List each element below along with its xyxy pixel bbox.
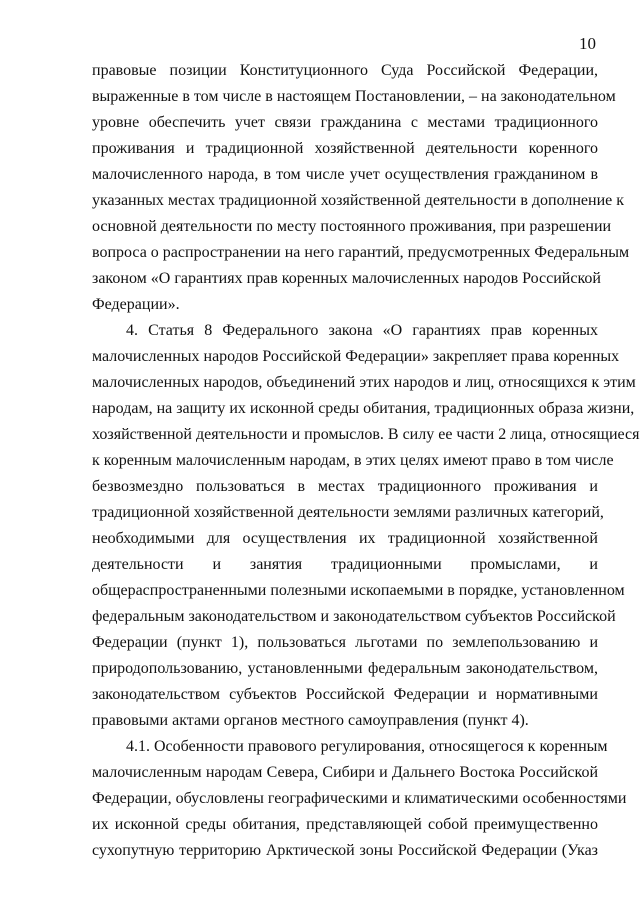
text-line: необходимыми для осуществления их традиционной хозяйственной bbox=[92, 530, 598, 547]
text-line: законом «О гарантиях прав коренных малочисленных народов Российской bbox=[92, 270, 601, 287]
text-line: деятельности и занятия традиционными промыслами, и bbox=[92, 556, 598, 573]
page-number: 10 bbox=[579, 34, 596, 53]
text-line: к коренным малочисленным народам, в этих целях имеют право в том числе bbox=[92, 452, 614, 469]
text-line: законодательством субъектов Российской Федерации и нормативными bbox=[92, 686, 598, 703]
text-line: хозяйственной деятельности и промыслов. В силу ее части 2 лица, относящиеся bbox=[92, 426, 640, 443]
text-line: федеральным законодательством и законодательством субъектов Российской bbox=[92, 608, 616, 625]
text-line: вопроса о распространении на него гарантий, предусмотренных Федеральным bbox=[92, 244, 630, 261]
text-line: природопользованию, установленными федеральным законодательством, bbox=[92, 660, 598, 677]
text-line: малочисленного народа, в том числе учет осуществления гражданином в bbox=[92, 166, 598, 183]
body-text bbox=[92, 58, 640, 864]
text-line: малочисленных народов, объединений этих народов и лиц, относящихся к этим bbox=[92, 374, 636, 391]
text-line: проживания и традиционной хозяйственной деятельности коренного bbox=[92, 140, 598, 157]
text-line: 4. Статья 8 Федерального закона «О гарантиях прав коренных bbox=[126, 322, 598, 339]
text-line: выраженные в том числе в настоящем Постановлении, – на законодательном bbox=[92, 88, 616, 105]
text-line: безвозмездно пользоваться в местах традиционного проживания и bbox=[92, 478, 598, 495]
text-line: народам, на защиту их исконной среды обитания, традиционных образа жизни, bbox=[92, 400, 635, 417]
text-line: 4.1. Особенности правового регулирования, относящегося к коренным bbox=[126, 738, 608, 755]
text-line: общераспространенными полезными ископаемыми в порядке, установленном bbox=[92, 582, 625, 599]
text-line: малочисленным народам Севера, Сибири и Дальнего Востока Российской bbox=[92, 764, 598, 781]
text-line: сухопутную территорию Арктической зоны Российской Федерации (Указ bbox=[92, 842, 598, 859]
text-line: основной деятельности по месту постоянного проживания, при разрешении bbox=[92, 218, 612, 235]
text-line: малочисленных народов Российской Федерации» закрепляет права коренных bbox=[92, 348, 620, 365]
text-line: уровне обеспечить учет связи гражданина с местами традиционного bbox=[92, 114, 598, 131]
text-line: традиционной хозяйственной деятельности землями различных категорий, bbox=[92, 504, 604, 521]
text-line: указанных местах традиционной хозяйственной деятельности в дополнение к bbox=[92, 192, 625, 209]
text-line: правовые позиции Конституционного Суда Российской Федерации, bbox=[92, 62, 598, 79]
text-line: правовыми актами органов местного самоуправления (пункт 4). bbox=[92, 712, 529, 729]
text-line: Федерации, обусловлены географическими и климатическими особенностями bbox=[92, 790, 627, 807]
text-line: Федерации». bbox=[92, 296, 180, 313]
text-line: Федерации (пункт 1), пользоваться льготами по землепользованию и bbox=[92, 634, 598, 651]
text-line: их исконной среды обитания, представляющей собой преимущественно bbox=[92, 816, 598, 833]
